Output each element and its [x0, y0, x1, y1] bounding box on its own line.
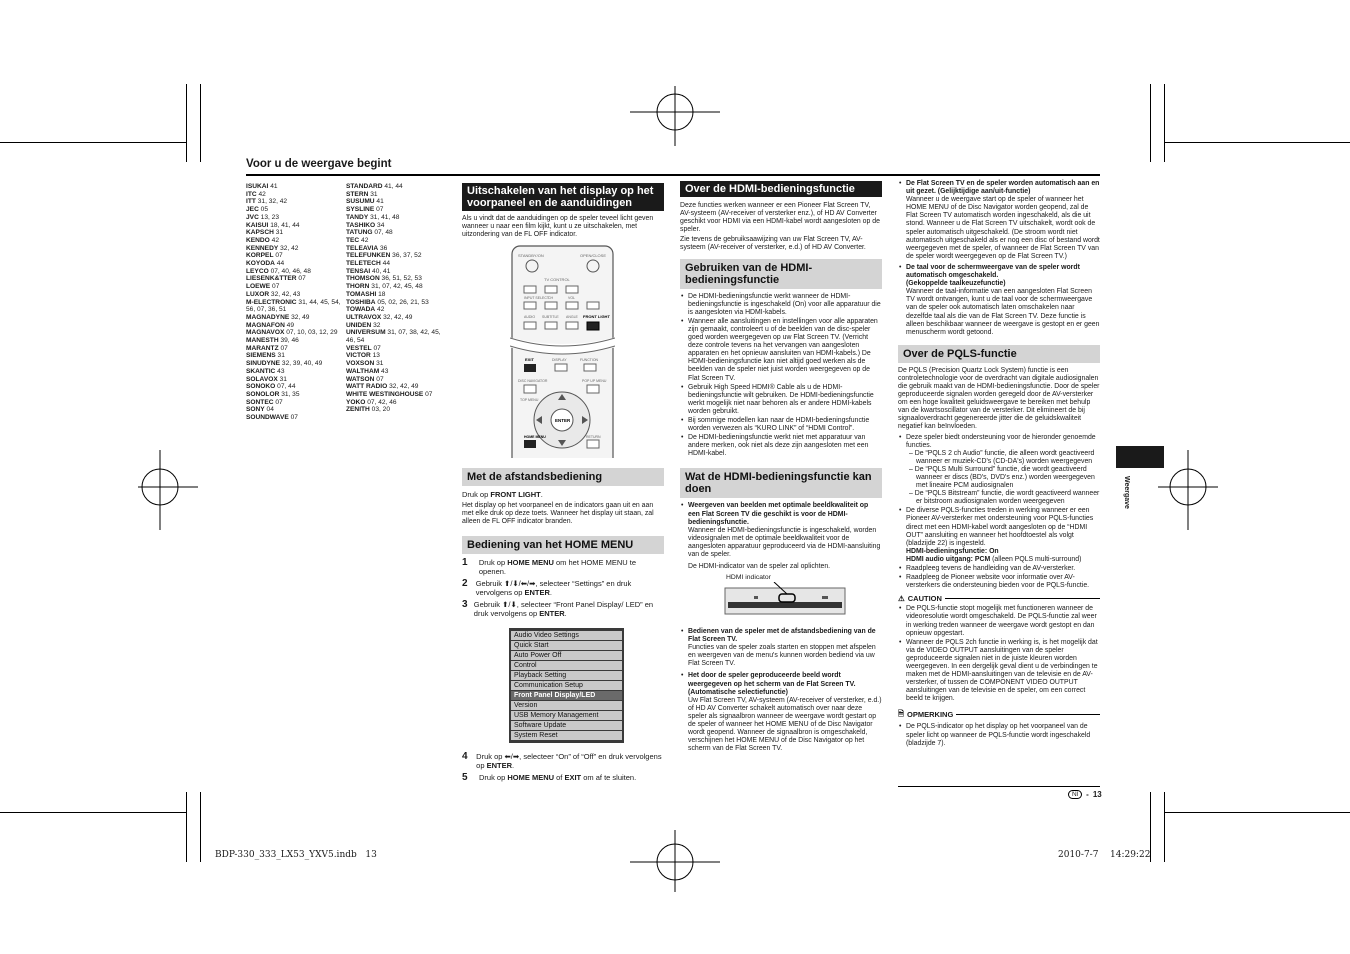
- label-popup: POP UP MENU: [582, 379, 607, 383]
- brand-name: VESTEL: [346, 344, 372, 352]
- brand-row: [246, 183, 344, 191]
- hdmi-can-list: [680, 502, 882, 571]
- brand-name: TELEFUNKEN: [346, 252, 391, 260]
- brand-row: [246, 337, 344, 345]
- hdmi-bullet: • Bij sommige modellen kan naar de HDMI-bedieningsfunctie worden verwezen als “KURO LINK” of “HDMI Control”.: [688, 417, 882, 433]
- label-home-menu: HOME MENU: [524, 435, 546, 439]
- hdmi-can-list-2: [680, 628, 882, 753]
- brand-row: [346, 183, 446, 191]
- brand-codes: 31, 07, 38, 42, 45, 46, 54: [346, 329, 441, 345]
- brand-name: SINUDYNE: [246, 360, 281, 368]
- note-icon: 🗎: [898, 709, 905, 719]
- menu-item[interactable]: Audio Video Settings: [511, 631, 622, 640]
- brand-row: [346, 399, 446, 407]
- front-light-instruction: Druk op FRONT LIGHT.: [462, 490, 543, 499]
- brand-name: TELETECH: [346, 260, 381, 268]
- brand-codes: 07: [275, 252, 283, 260]
- brand-name: THOMSON: [346, 275, 380, 283]
- label-vol: VOL: [568, 296, 576, 300]
- brand-codes: 03, 20: [371, 406, 390, 414]
- section-title-hdmi-can: Wat de HDMI-bedieningsfunctie kan doen: [680, 468, 882, 498]
- brand-codes: 32, 49: [291, 313, 310, 321]
- brand-codes: 42: [271, 236, 279, 244]
- brand-name: SONY: [246, 406, 265, 414]
- brand-row: [346, 368, 446, 376]
- column-hdmi: [680, 181, 882, 572]
- brand-row: [346, 383, 446, 391]
- brand-name: SONOKO: [246, 383, 276, 391]
- pqls-bullet-3: • Raadpleeg tevens de handleiding van de AV-versterker.: [906, 565, 1100, 573]
- brand-name: SONTEC: [246, 398, 274, 406]
- brand-codes: 43: [277, 367, 285, 375]
- brand-codes: 36, 51, 52, 53: [381, 275, 422, 283]
- pqls-dash-item: – De “PQLS 2 ch Audio” functie, die alleen wordt geactiveerd wanneer er muziek-CD's (CD-DA's) worden weergegeven: [909, 449, 1095, 465]
- brand-name: ZENITH: [346, 406, 370, 414]
- brand-name: JVC: [246, 213, 259, 221]
- label-open: OPEN/CLOSE: [580, 253, 607, 258]
- brand-codes: 42: [361, 236, 369, 244]
- brand-codes: 42: [377, 306, 385, 314]
- brand-name: TATUNG: [346, 229, 373, 237]
- brand-name: ITC: [246, 190, 257, 198]
- brand-row: [246, 399, 344, 407]
- steps-list-1: [462, 558, 664, 618]
- brand-row: [246, 368, 344, 376]
- caution-item: • Wanneer de PQLS 2ch functie in werking is, is het mogelijk dat via de VIDEO OUTPUT aansluitingen van de speler geproduceerde signalen niet in de juiste kleuren worden weergegeven. In een dergelijk geval dient u de verbindingen te maken met de HDMI-aansluitingen van de televisie en de AV-versterker, of tussen de COMPONENT VIDEO OUTPUT aansluitingen van de televisie en de speler, om een correct beeld te krijgen.: [906, 639, 1100, 704]
- pqls-dash-item: – De “PQLS Bitstream” functie, die wordt geactiveerd wanneer er bitstroom audiosignalen worden weergegeven: [909, 490, 1100, 506]
- brand-name: MAGNAFON: [246, 321, 285, 329]
- brand-codes: 31: [370, 190, 378, 198]
- brand-codes: 31, 41, 48: [370, 213, 400, 221]
- column-display-off: [462, 183, 664, 241]
- brand-codes: 07, 42, 46: [367, 398, 397, 406]
- front-light-desc: Het display op het voorpaneel en de indicators gaan uit en aan met elke druk op deze toets. Wanneer het display uit staan, zal alleen de FL OFF indicator branden.: [462, 502, 654, 526]
- section-title-hdmi: Over de HDMI-bedieningsfunctie: [680, 181, 882, 197]
- brand-name: LEYCO: [246, 267, 269, 275]
- brand-name: VOXSON: [346, 360, 375, 368]
- brand-codes: 04: [266, 406, 274, 414]
- brand-codes: 32, 39, 40, 49: [281, 360, 323, 368]
- brand-name: MARANTZ: [246, 344, 279, 352]
- brand-name: TOWADA: [346, 306, 376, 314]
- brand-row: [346, 275, 446, 283]
- brand-row: [246, 352, 344, 360]
- hdmi-can-item-4: • De Flat Screen TV en de speler worden automatisch aan en uit gezet. (Gelijktijdige aan/uit-functie) Wanneer u de weergave start op de speler of wanneer het HOME MENU of de Disc Navigator worden geopend, zal de Flat Screen TV automatisch worden ingeschakeld, als die uit stond. Wanneer u de Flat Screen TV uitschakelt, wordt ook de speler automatisch uitgeschakeld. (De stroom wordt niet automatisch uitgeschakeld als er nog een disc of bestand wordt weergegeven met de speler, of wanneer de Flat Screen TV van de speler wordt weergegeven op de Flat Screen TV.): [906, 180, 1100, 261]
- brand-row: [346, 291, 446, 299]
- side-tab-block: [1116, 446, 1164, 468]
- pqls-bullet-4: • Raadpleeg de Pioneer website voor informatie over AV-versterkers die ondersteuning bieden voor de PQLS-functie.: [906, 574, 1100, 590]
- brand-row: [346, 352, 446, 360]
- brand-codes: 36, 37, 52: [392, 252, 422, 260]
- brand-row: [246, 299, 344, 314]
- brand-row: [246, 275, 344, 283]
- brand-codes: 41: [376, 198, 384, 206]
- brand-row: [246, 229, 344, 237]
- brand-row: [246, 260, 344, 268]
- brand-name: KOYODA: [246, 260, 275, 268]
- registration-mark-top: [630, 86, 720, 156]
- column-hdmi-cont: [680, 628, 882, 754]
- brand-codes: 07: [272, 283, 280, 291]
- brand-name: WALTHAM: [346, 367, 380, 375]
- brand-row: [346, 360, 446, 368]
- brand-row: [346, 376, 446, 384]
- section-home-menu: [462, 536, 664, 621]
- brand-name: WATSON: [346, 375, 375, 383]
- brand-name: SKANTIC: [246, 367, 276, 375]
- brand-row: [246, 252, 344, 260]
- step-number: 3: [462, 599, 468, 610]
- step-number: 4: [462, 751, 468, 762]
- brand-codes: 13: [372, 352, 380, 360]
- section-title-home-menu: Bediening van het HOME MENU: [462, 536, 664, 554]
- brand-name: WATT RADIO: [346, 383, 388, 391]
- step-text: Gebruik ⬆/⬇/⬅/➡, selecteer “Settings” en druk vervolgens op ENTER.: [475, 579, 632, 597]
- step-item: [462, 579, 664, 597]
- menu-item[interactable]: Front Panel Display/LED: [511, 691, 622, 700]
- brand-row: [346, 222, 446, 230]
- brand-name: ULTRAVOX: [346, 313, 382, 321]
- side-tab-label: Weergave: [1123, 476, 1130, 509]
- brand-row: [346, 245, 446, 253]
- brand-codes: 31: [279, 375, 287, 383]
- step-item: [462, 773, 664, 783]
- brand-name: M-ELECTRONIC: [246, 298, 297, 306]
- note-header: 🗎 OPMERKING: [898, 708, 1100, 721]
- brand-codes: 07: [280, 344, 288, 352]
- brand-row: [246, 245, 344, 253]
- pqls-dash-item: – De “PQLS Multi Surround” functie, die wordt geactiveerd wanneer er discs (BD's, DVD's enz.) worden weergegeven met lineaire PCM audiosignalen: [909, 465, 1095, 490]
- step-item: [462, 752, 664, 770]
- step-item: [462, 600, 664, 618]
- step-number: 5: [462, 772, 468, 783]
- step-text: Druk op HOME MENU om het HOME MENU te openen.: [478, 558, 637, 576]
- pqls-intro: De PQLS (Precision Quartz Lock System) functie is een controletechnologie voor de overdracht van digitale audiosignalen die gebruik maakt van de HDMI-bedieningsfunctie. Door de speler geproduceerde signalen worden geregeld door de AV-versterker om een hoge kwaliteit geluidsweergave te bereiken met behulp van de kwartsoscillator van de versterker. Dit elimineert de bij signaaloverdracht gegenereerde jitter die de geluidskwaliteit negatief kan beïnvloeden.: [898, 366, 1100, 431]
- brand-codes: 07: [376, 206, 384, 214]
- label-input: INPUT SELECT: [524, 296, 550, 300]
- footer-time: 14:29:22: [1110, 850, 1151, 860]
- brand-codes: 40, 41: [372, 267, 391, 275]
- brand-row: [246, 191, 344, 199]
- hdmi-bullet: • De HDMI-bedieningsfunctie werkt niet met apparatuur van andere merken, ook niet als deze zijn aangesloten met een HDMI-kabel.: [688, 434, 882, 458]
- label-standby: STANDBY/ON: [518, 253, 544, 258]
- brand-row: [346, 229, 446, 237]
- brand-name: JEC: [246, 206, 259, 214]
- pqls-bullet-2: • De diverse PQLS-functies treden in werking wanneer er een Pioneer AV-versterker met ondersteuning voor PQLS-functies direct met een HDMI-kabel wordt aangesloten op de “HDMI OUT” aansluiting en wanneer het hoofdtoestel als volgt (bladzijde 22) is ingesteld. HDMI-bedieningsfunctie: On HDMI audio uitgang: PCM (alleen PQLS multi-surround): [906, 507, 1100, 564]
- brand-name: TOMASHI: [346, 290, 377, 298]
- brand-row: [246, 391, 344, 399]
- label-top-menu: TOP MENU: [520, 398, 539, 402]
- running-header: Voor u de weergave begint: [246, 158, 392, 170]
- brand-row: [246, 314, 344, 322]
- hdmi-indicator-label: HDMI indicator: [726, 574, 771, 581]
- step-text: Druk op HOME MENU of EXIT om af te sluiten.: [479, 773, 637, 782]
- label-front-light: FRONT LIGHT: [583, 314, 610, 319]
- step-text: Druk op ⬅/➡, selecteer “On” of “Off” en druk vervolgens op ENTER.: [476, 752, 662, 770]
- brand-name: SONOLOR: [246, 390, 280, 398]
- warning-icon: ⚠: [898, 594, 905, 604]
- brand-codes: 32, 42, 49: [389, 383, 419, 391]
- brand-name: KENNEDY: [246, 244, 279, 252]
- hdmi-bullet: • De HDMI-bedieningsfunctie werkt wanneer de HDMI-bedieningsfunctie is ingeschakeld (On) voor alle apparatuur die is aangesloten via HDMI-kabels.: [688, 293, 882, 317]
- brand-row: [346, 252, 446, 260]
- page-number-group: Nl - 13: [1068, 790, 1102, 799]
- brand-name: VICTOR: [346, 352, 371, 360]
- note-list: [898, 723, 1100, 747]
- pqls-bullets: [898, 434, 1100, 591]
- brand-row: [246, 329, 344, 337]
- brand-codes: 07: [376, 375, 384, 383]
- hdmi-can-item-3: • Het door de speler geproduceerde beeld wordt weergegeven op het scherm van de Flat Screen TV. (Automatische selectiefunctie) Uw Flat Screen TV, AV-systeem (AV-receiver of versterker, e.d.) of HD AV Converter schakelt automatisch over naar deze speler als signaalbron wanneer de weergave wordt gestart op de speler of wanneer het HOME MENU of de Disc Navigator wordt geopend. Wanneer de signaalbron is omgeschakeld, verschijnen het HOME MENU of de Disc Navigator op het scherm van de Flat Screen TV.: [688, 672, 882, 753]
- brand-name: TEC: [346, 236, 360, 244]
- menu-item[interactable]: Playback Setting: [511, 671, 622, 680]
- brand-row: [246, 291, 344, 299]
- column-pqls: [898, 180, 1100, 749]
- brand-codes: 13, 23: [260, 213, 280, 221]
- brand-codes: 49: [286, 321, 295, 329]
- brand-name: MANESTH: [246, 337, 279, 345]
- hdmi-can-item-1: • Weergeven van beelden met optimale beeldkwaliteit op een Flat Screen TV die geschikt is voor de HDMI-bedieningsfunctie. Wanneer de HDMI-bedieningsfunctie is ingeschakeld, worden videosignalen met de optimale beeldkwaliteit voor de aangesloten apparatuur geproduceerd via de HDMI-aansluiting van de speler. De HDMI-indicator van de speler zal oplichten.: [688, 502, 882, 571]
- brand-row: [246, 414, 344, 422]
- hdmi-can-item-5: • De taal voor de schermweergave van de speler wordt automatisch omgeschakeld. (Gekoppelde taalkeuzefunctie) Wanneer de taal-informatie van een aangesloten Flat Screen TV wordt ontvangen, kunt u de taal voor de schermweergave van de speler ook automatisch laten omschakelen naar dezelfde taal als die van de Flat Screen TV. Deze functie is alleen beschikbaar wanneer de weergave is gestopt en er geen menuscherm wordt getoond.: [906, 264, 1100, 337]
- brand-row: [346, 391, 446, 399]
- brand-name: KAPSCH: [246, 229, 274, 237]
- brand-name: SYSLINE: [346, 206, 375, 214]
- section-title-display-off: Uitschakelen van het display op het voorpaneel en de aanduidingen: [462, 183, 664, 211]
- brand-codes: 32, 42, 49: [383, 313, 413, 321]
- brand-name: TANDY: [346, 213, 369, 221]
- pqls-bullet-1: • Deze speler biedt ondersteuning voor de hieronder genoemde functies. – De “PQLS 2 ch Audio” functie, die alleen wordt geactiveerd wanneer er muziek-CD's (CD-DA's) worden weergegeven – De “PQLS Multi Surround” functie, die wordt geactiveerd wanneer er discs (BD's, DVD's enz.) worden weergegeven met lineaire PCM audiosignalen – De “PQLS Bitstream” functie, die wordt geactiveerd wanneer er bitstroom audiosignalen worden weergegeven: [906, 434, 1100, 507]
- section-remote: [462, 468, 664, 528]
- brand-row: [346, 283, 446, 291]
- brand-name: KENDO: [246, 236, 270, 244]
- brand-codes: 44: [276, 260, 285, 268]
- section-title-hdmi-use: Gebruiken van de HDMI-bedieningsfunctie: [680, 259, 882, 289]
- footer-file: BDP-330_333_LX53_YXV5.indb 13: [215, 850, 377, 860]
- brand-codes: 07, 40, 46, 48: [270, 267, 311, 275]
- bottom-rule: [898, 786, 1100, 787]
- menu-item[interactable]: Quick Start: [511, 641, 622, 650]
- step-item: [462, 558, 664, 576]
- menu-item[interactable]: USB Memory Management: [511, 711, 622, 720]
- brand-name: WHITE WESTINGHOUSE: [346, 390, 424, 398]
- step-number: 2: [462, 578, 468, 589]
- page-number: 13: [1092, 790, 1102, 799]
- caution-item: • De PQLS-functie stopt mogelijk met functioneren wanneer de videoresolutie wordt omgeschakeld. De PQLS-functie zal weer in werking treden wanneer de weergave wordt gestopt en dan opnieuw opgestart.: [906, 605, 1100, 637]
- brand-codes: 43: [381, 367, 389, 375]
- brand-codes: 31, 35: [281, 390, 300, 398]
- brand-name: SIEMENS: [246, 352, 276, 360]
- step-number: 1: [462, 557, 468, 568]
- brand-codes: 39, 46: [280, 337, 299, 345]
- brand-row: [246, 206, 344, 214]
- brand-row: [346, 268, 446, 276]
- brand-name: MAGNAVOX: [246, 329, 285, 337]
- brand-codes: 32, 42, 43: [270, 290, 301, 298]
- brand-name: THORN: [346, 283, 370, 291]
- section-title-remote: Met de afstandsbediening: [462, 468, 664, 486]
- hdmi-bullet: • Wanneer alle aansluitingen en instellingen voor alle apparaten zijn gemaakt, controleert u of de beelden van de disc-speler goed worden weergegeven op uw Flat Screen TV. (Verricht deze controle tevens na het vervangen van aangesloten apparaten en het opnieuw aansluiten van HDMI-kabels.) De HDMI-bedieningsfunctie kan niet altijd goed werken als de beelden van de speler niet juist worden weergegeven op de Flat Screen TV.: [688, 318, 882, 383]
- brand-row: [246, 268, 344, 276]
- brand-codes: 34: [377, 221, 385, 229]
- brand-name: LIESENK&TTER: [246, 275, 297, 283]
- brand-codes: 07, 10, 03, 12, 29: [286, 329, 338, 337]
- brand-name: LOEWE: [246, 283, 271, 291]
- brand-codes: 07: [275, 398, 283, 406]
- brand-row: [346, 306, 446, 314]
- player-illustration: [724, 582, 846, 618]
- label-function: FUNCTION: [580, 358, 599, 362]
- brand-name: KAISUI: [246, 221, 269, 229]
- brand-row: [346, 191, 446, 199]
- brand-row: [246, 198, 344, 206]
- intro-text: Als u vindt dat de aanduidingen op de speler teveel licht geven wanneer u naar een film kijkt, kunt u ze uitschakelen, met uitzondering van de FL OFF indicator.: [462, 215, 654, 239]
- brand-row: [346, 314, 446, 322]
- brand-codes: 31: [275, 229, 284, 237]
- registration-mark-bottom: [630, 822, 720, 892]
- brand-row: [246, 322, 344, 330]
- caution-header: ⚠ CAUTION: [898, 594, 1100, 603]
- hdmi-bullets: [680, 293, 882, 459]
- brand-row: [346, 345, 446, 353]
- menu-item[interactable]: Auto Power Off: [511, 651, 622, 660]
- caution-list: [898, 605, 1100, 703]
- brand-codes: 41, 44: [384, 183, 403, 190]
- brand-name: KORPEL: [246, 252, 274, 260]
- note-item: • De PQLS-indicator op het display op het voorpaneel van de speler licht op wanneer de PQLS-functie wordt ingeschakeld (bladzijde 7).: [906, 723, 1100, 747]
- brand-name: SOLAVOX: [246, 375, 278, 383]
- brand-codes: 32, 42: [280, 244, 299, 252]
- brand-codes: 32: [373, 321, 381, 329]
- brand-codes: 41: [270, 183, 278, 190]
- brand-name: TOSHIBA: [346, 298, 376, 306]
- brand-codes: 36: [379, 244, 388, 252]
- brand-row: [246, 214, 344, 222]
- menu-item[interactable]: Control: [511, 661, 622, 670]
- brand-codes: 31: [376, 360, 384, 368]
- brand-row: [346, 198, 446, 206]
- label-ch: CH: [548, 296, 554, 300]
- brand-codes: 31, 07, 42, 45, 48: [371, 283, 423, 291]
- menu-item[interactable]: System Reset: [511, 731, 622, 740]
- brand-codes: 44: [382, 260, 390, 268]
- brand-codes: 05, 02, 26, 21, 53: [377, 298, 429, 306]
- hdmi-can-list-3: [898, 180, 1100, 337]
- brand-row: [346, 214, 446, 222]
- brand-row: [246, 383, 344, 391]
- brand-name: SOUNDWAVE: [246, 414, 289, 422]
- brand-row: [346, 329, 446, 344]
- registration-mark-left: [138, 450, 198, 530]
- home-menu-screen: [509, 628, 624, 743]
- brand-codes: 31, 44, 45, 54, 56, 07, 36, 51: [246, 298, 341, 314]
- brand-name: ITT: [246, 198, 256, 206]
- brand-codes: 05: [260, 206, 269, 214]
- brand-codes: 07: [298, 275, 306, 283]
- brand-name: LUXOR: [246, 290, 270, 298]
- brand-name: UNIDEN: [346, 321, 372, 329]
- brand-name: TELEAVIA: [346, 244, 379, 252]
- brand-name: SUSUMU: [346, 198, 375, 206]
- brand-codes: 31: [277, 352, 285, 360]
- label-angle: ANGLE: [566, 315, 578, 319]
- brand-row: [246, 237, 344, 245]
- brand-row: [346, 206, 446, 214]
- label-subtitle: SUBTITLE: [542, 315, 559, 319]
- brand-row: [246, 376, 344, 384]
- brand-name: TENSAI: [346, 267, 371, 275]
- brand-row: [246, 406, 344, 414]
- brand-row: [346, 260, 446, 268]
- label-tv-control: TV CONTROL: [544, 277, 570, 282]
- label-audio: AUDIO: [524, 315, 536, 319]
- hdmi-can-item-2: • Bedienen van de speler met de afstandsbediening van de Flat Screen TV. Functies van de speler zoals starten en stoppen met afspelen en weergeven van de menu's kunnen worden bediend via uw Flat Screen TV.: [688, 628, 882, 668]
- label-disc-nav: DISC NAVIGATOR: [518, 379, 548, 383]
- brand-name: UNIVERSUM: [346, 329, 386, 337]
- brand-row: [346, 406, 446, 414]
- brand-codes: 07: [425, 390, 433, 398]
- brand-name: STANDARD: [346, 183, 383, 190]
- brand-name: ISUKAI: [246, 183, 269, 190]
- brand-codes: 07, 44: [277, 383, 296, 391]
- brand-codes: 07: [290, 414, 298, 422]
- brand-codes: 18: [378, 290, 386, 298]
- brand-row: [246, 345, 344, 353]
- brand-list-2: [346, 183, 446, 414]
- brand-codes: 18, 41, 44: [270, 221, 300, 229]
- brand-row: [346, 299, 446, 307]
- label-exit: EXIT: [525, 357, 534, 362]
- menu-item[interactable]: Version: [511, 701, 622, 710]
- label-return: RETURN: [586, 435, 601, 439]
- brand-name: STERN: [346, 190, 369, 198]
- menu-item[interactable]: Communication Setup: [511, 681, 622, 690]
- brand-row: [246, 283, 344, 291]
- footer-date: 2010-7-7: [1058, 850, 1099, 860]
- step-text: Gebruik ⬆/⬇, selecteer “Front Panel Display/ LED” en druk vervolgens op ENTER.: [473, 600, 654, 618]
- label-enter: ENTER: [555, 418, 571, 423]
- menu-item[interactable]: Software Update: [511, 721, 622, 730]
- brand-name: MAGNADYNE: [246, 313, 290, 321]
- brand-row: [346, 237, 446, 245]
- section-title-pqls: Over de PQLS-functie: [898, 345, 1100, 363]
- brand-name: TASHIKO: [346, 221, 376, 229]
- brand-row: [346, 322, 446, 330]
- hdmi-bullet: • Gebruik High Speed HDMI® Cable als u de HDMI-bedieningsfunctie wilt gebruiken. De HDMI-bedieningsfunctie werkt mogelijk niet naar behoren als er andere HDMI-kabels worden gebruikt.: [688, 384, 882, 416]
- label-display: DISPLAY: [552, 358, 567, 362]
- hdmi-intro-1: Deze functies werken wanneer er een Pioneer Flat Screen TV, AV-systeem (AV-receiver of versterker enz.), of HD AV Converter geschikt voor HDMI via een HDMI-kabel wordt aangesloten op de speler.: [680, 202, 880, 234]
- brand-codes: 07: [373, 344, 381, 352]
- brand-codes: 42: [258, 190, 266, 198]
- brand-name: YOKO: [346, 398, 366, 406]
- header-rule: [246, 174, 1100, 176]
- remote-control-illustration: [510, 244, 615, 458]
- brand-codes: 31, 32, 42: [257, 198, 288, 206]
- brand-list-1: [246, 183, 344, 422]
- registration-mark-right: [1158, 450, 1218, 530]
- language-badge: Nl: [1068, 790, 1082, 799]
- hdmi-intro-2: Zie tevens de gebruiksaawijzing van uw Flat Screen TV, AV-systeem (AV-receiver of versterker, e.d.) of HD AV Converter.: [680, 236, 866, 252]
- brand-codes: 07, 48: [374, 229, 393, 237]
- brand-row: [246, 222, 344, 230]
- steps-list-2: [462, 752, 664, 786]
- brand-row: [246, 360, 344, 368]
